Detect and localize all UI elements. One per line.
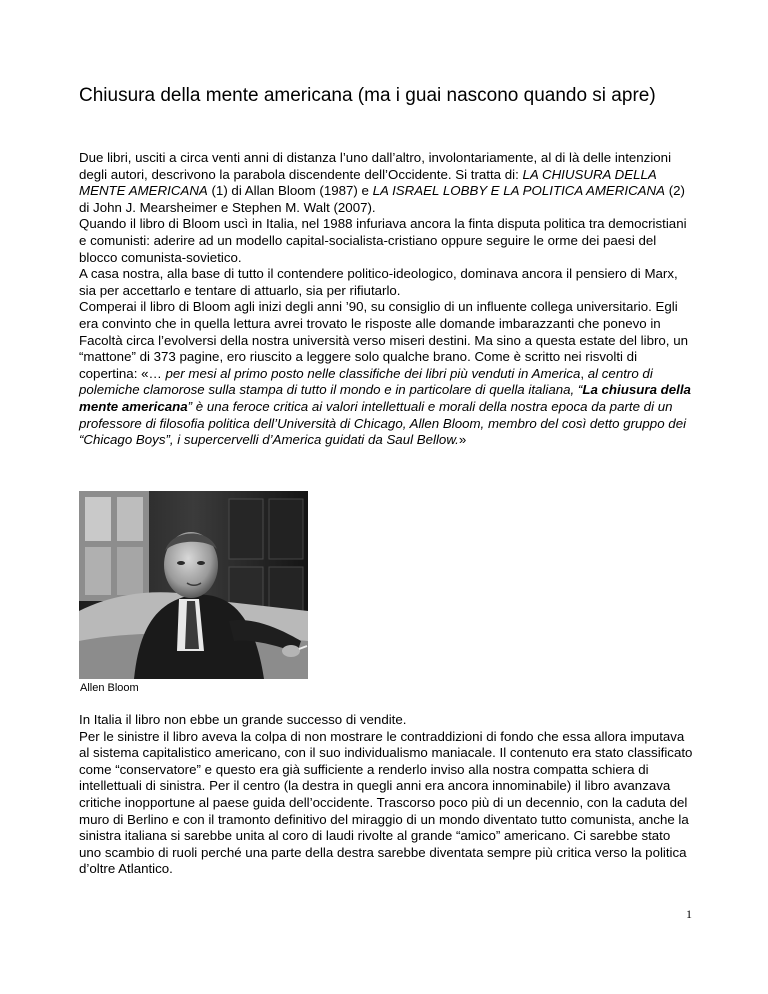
text-segment: al centro di polemiche clamorose sulla stampa di tutto il mondo e in particolare di quella italiana, “	[79, 365, 653, 398]
text-segment: per mesi al primo posto nelle classifiche dei libri più venduti in America	[165, 365, 581, 381]
text-segment: Quando il libro di Bloom uscì in Italia, nel 1988 infuriava ancora la finta disputa politica tra democristiani e comunisti: aderire ad un modello capital-socialista-cristiano oppure seguire le orme dei paesi del blocco comunista-sovietico.	[79, 216, 687, 265]
text-segment: A casa nostra, alla base di tutto il contendere politico-ideologico, dominava ancora il pensiero di Marx, sia per accettarlo e tentare di attuarlo, sia per rifiutarlo.	[79, 266, 678, 298]
text-segment: ” è una feroce critica ai valori intellettuali e morali della nostra epoca da parte di un professore di filosofia politica dell’Università di Chicago, Allen Bloom, membro del così detto gruppo dei “Chicago Boys”, i supercervelli d’America guidati da Saul Bellow.	[79, 398, 687, 448]
text-segment: ,	[580, 365, 588, 381]
photo-caption: Allen Bloom	[80, 682, 139, 694]
page-number: 1	[686, 907, 692, 921]
allen-bloom-photo	[79, 491, 308, 679]
paragraph	[79, 150, 694, 216]
text-segment: LA CHIUSURA DELLA MENTE AMERICANA	[79, 166, 657, 199]
paragraph	[79, 299, 694, 448]
text-segment: LA ISRAEL LOBBY E LA POLITICA AMERICANA	[372, 183, 666, 199]
text-segment: »	[458, 432, 467, 448]
paragraph: Per le sinistre il libro aveva la colpa di non mostrare le contraddizioni di fondo che essa allora imputava al sistema capitalistico americano, con il suo individualismo maniacale. Il contenuto era stato classificato come “conservatore” e questo era già sufficiente a renderlo inviso alla nostra compatta schiera di intellettuali di sinistra. Per il centro (la destra in quegli anni era ancora innominabile) il libro avanzava critiche inopportune al paese guida dell’occidente. Trascorso poco più di un decennio, con la caduta del muro di Berlino e con il tramonto definitivo del miraggio di un mondo diventato tutto comunista, anche la sinistra italiana si sarebbe unita al coro di laudi rivolte al grande “amico” americano. Ci sarebbe stato uno scambio di ruoli perché una parte della destra sarebbe diventata sempre più critica verso la politica d’oltre Atlantico.	[79, 728, 693, 877]
text-segment: Comperai il libro di Bloom agli inizi degli anni ’90, su consiglio di un influente collega universitario. Egli era convinto che in quella lettura avrei trovato le risposte alle domande imbarazzanti che ponevo in Facoltà circa l’evolversi della nostra università verso miseri destini. Ma sino a questa estate del libro, un “mattone” di 373 pagine, ero riuscito a leggere solo qualche brano. Come è scritto nei risvolti di copertina: «…	[79, 299, 688, 381]
text-segment: La chiusura della mente americana	[79, 382, 691, 414]
text-segment: (1) di Allan Bloom (1987) e	[207, 183, 373, 199]
paragraph: In Italia il libro non ebbe un grande successo di vendite.	[79, 712, 407, 727]
paragraph	[79, 216, 694, 266]
body-text-section-2	[79, 712, 694, 878]
text-segment: (2) di John J. Mearsheimer e Stephen M. Walt (2007).	[79, 183, 685, 215]
text-segment: Due libri, usciti a circa venti anni di distanza l’uno dall’altro, involontariamente, al di là delle intenzioni degli autori, descrivono la parabola discendente dell’Occidente. Si tratta di:	[79, 150, 672, 182]
body-text-section-1	[79, 150, 694, 449]
document-title: Chiusura della mente americana (ma i guai nascono quando si apre)	[79, 85, 656, 106]
paragraph	[79, 266, 694, 299]
portrait-illustration	[79, 491, 308, 679]
